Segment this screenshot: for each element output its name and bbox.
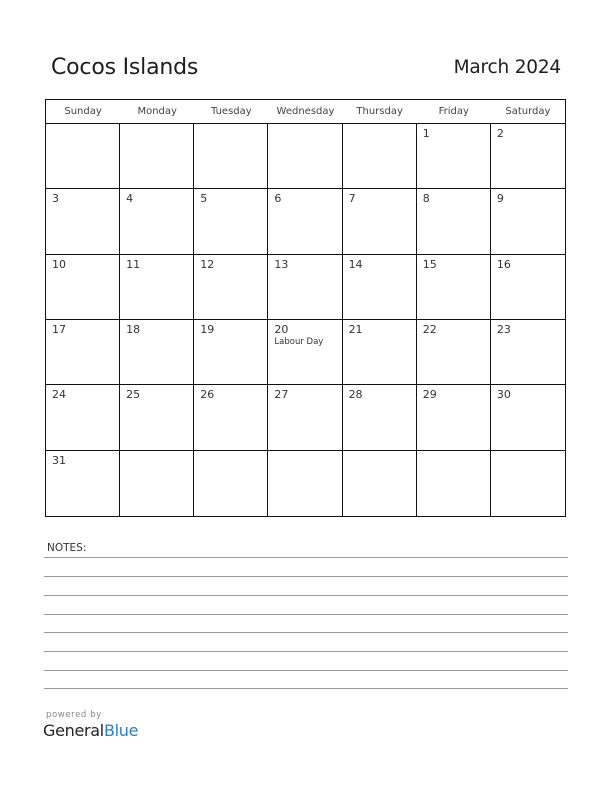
day-number: 25 xyxy=(126,388,141,402)
day-cell-1 xyxy=(417,124,491,189)
day-cell-20 xyxy=(268,320,342,385)
day-cell-17 xyxy=(46,320,120,385)
weekday-friday: Friday xyxy=(438,106,469,117)
brand-general: General xyxy=(43,721,104,740)
day-number: 31 xyxy=(52,453,66,467)
country-title: Cocos Islands xyxy=(51,55,199,80)
notes-label: NOTES: xyxy=(47,542,87,554)
day-number: 5 xyxy=(200,192,208,206)
day-number: 22 xyxy=(422,323,437,336)
weekday-saturday: Saturday xyxy=(505,106,551,117)
holiday-label: Labour Day xyxy=(274,337,324,347)
day-cell-24 xyxy=(46,385,120,450)
notes-line xyxy=(44,614,568,615)
weekday-tuesday: Tuesday xyxy=(211,106,252,117)
empty-day-cell xyxy=(120,124,194,189)
day-cell-12 xyxy=(194,255,268,320)
notes-line xyxy=(44,670,568,671)
day-number: 8 xyxy=(422,192,430,206)
brand-blue: Blue xyxy=(103,721,139,740)
day-cell-25 xyxy=(120,385,194,450)
day-number: 4 xyxy=(126,192,134,206)
day-cell-4 xyxy=(120,189,194,254)
calendar-body xyxy=(46,124,565,516)
day-cell-13 xyxy=(268,255,342,320)
day-cell-14 xyxy=(343,255,417,320)
day-number: 27 xyxy=(274,388,289,402)
day-cell-23 xyxy=(491,320,565,385)
day-number: 26 xyxy=(200,388,215,402)
notes-line xyxy=(44,651,568,652)
day-number: 12 xyxy=(200,257,215,271)
weekday-sunday: Sunday xyxy=(64,106,102,117)
day-number: 30 xyxy=(496,388,511,402)
day-number: 19 xyxy=(200,323,215,336)
day-number: 6 xyxy=(274,192,282,206)
day-cell-16 xyxy=(491,255,565,320)
empty-day-cell xyxy=(343,124,417,189)
day-number: 29 xyxy=(422,388,437,402)
day-cell-8 xyxy=(417,189,491,254)
day-number: 15 xyxy=(422,257,437,271)
day-cell-3 xyxy=(46,189,120,254)
empty-day-cell xyxy=(120,451,194,516)
notes-line xyxy=(44,576,568,577)
empty-day-cell xyxy=(268,124,342,189)
day-cell-31 xyxy=(46,451,120,516)
day-number: 2 xyxy=(496,127,504,140)
day-number: 16 xyxy=(496,257,511,271)
day-number: 14 xyxy=(348,257,363,271)
day-number: 3 xyxy=(52,192,59,206)
day-number: 1 xyxy=(422,127,430,140)
weekday-thursday: Thursday xyxy=(356,106,403,117)
notes-line xyxy=(44,632,568,633)
day-cell-22 xyxy=(417,320,491,385)
day-number: 9 xyxy=(496,192,504,206)
notes-line xyxy=(44,595,568,596)
day-cell-21 xyxy=(343,320,417,385)
notes-line xyxy=(44,557,568,558)
day-number: 11 xyxy=(126,257,141,271)
day-cell-10 xyxy=(46,255,120,320)
day-cell-15 xyxy=(417,255,491,320)
notes-line xyxy=(44,688,568,689)
day-number: 18 xyxy=(126,323,141,336)
empty-day-cell xyxy=(268,451,342,516)
day-cell-5 xyxy=(194,189,268,254)
weekday-monday: Monday xyxy=(137,106,177,117)
day-cell-2 xyxy=(491,124,565,189)
generalblue-logo xyxy=(43,721,138,740)
weekday-header xyxy=(46,100,565,124)
day-number: 10 xyxy=(52,257,66,271)
day-cell-7 xyxy=(343,189,417,254)
day-number: 17 xyxy=(52,323,66,336)
day-cell-19 xyxy=(194,320,268,385)
empty-day-cell xyxy=(491,451,565,516)
day-cell-6 xyxy=(268,189,342,254)
day-number: 24 xyxy=(52,388,66,402)
day-number: 20 xyxy=(274,323,289,336)
empty-day-cell xyxy=(343,451,417,516)
day-number: 28 xyxy=(348,388,363,402)
day-cell-29 xyxy=(417,385,491,450)
empty-day-cell xyxy=(46,124,120,189)
powered-by-text: powered by xyxy=(46,710,102,720)
day-cell-28 xyxy=(343,385,417,450)
month-year-title: March 2024 xyxy=(453,57,561,78)
day-cell-27 xyxy=(268,385,342,450)
day-cell-9 xyxy=(491,189,565,254)
empty-day-cell xyxy=(194,451,268,516)
day-cell-26 xyxy=(194,385,268,450)
empty-day-cell xyxy=(194,124,268,189)
day-number: 23 xyxy=(496,323,511,336)
day-cell-18 xyxy=(120,320,194,385)
weekday-wednesday: Wednesday xyxy=(276,106,335,117)
day-number: 13 xyxy=(274,257,289,271)
calendar-grid xyxy=(45,99,566,517)
empty-day-cell xyxy=(417,451,491,516)
day-cell-30 xyxy=(491,385,565,450)
day-number: 21 xyxy=(348,323,363,336)
day-cell-11 xyxy=(120,255,194,320)
day-number: 7 xyxy=(348,192,356,206)
